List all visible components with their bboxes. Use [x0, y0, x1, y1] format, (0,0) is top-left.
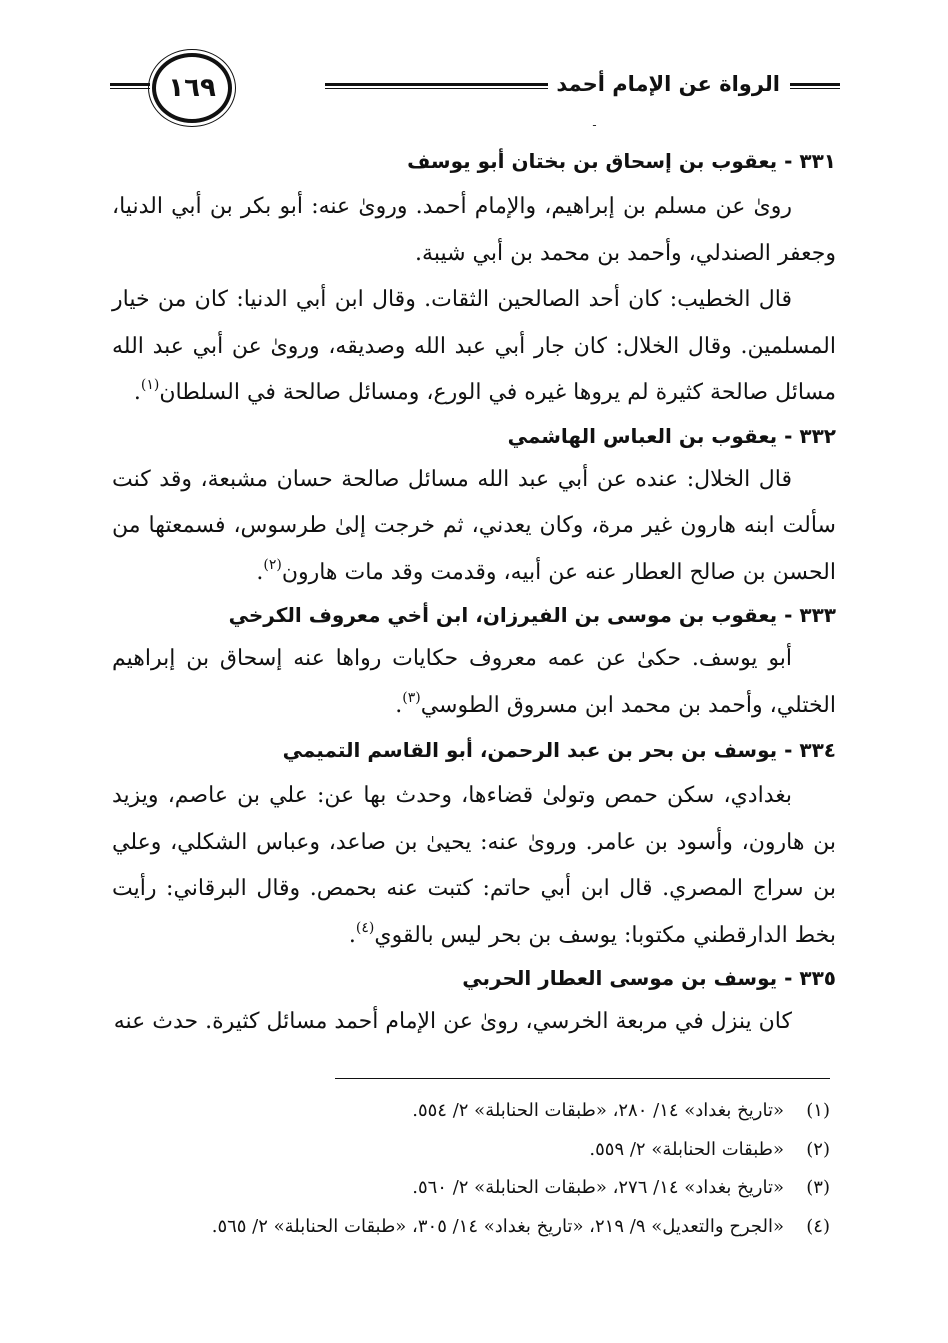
footnote-number: (١) — [806, 1100, 830, 1121]
header-rule-right — [790, 83, 840, 95]
running-title: الرواة عن الإمام أحمد — [548, 72, 788, 96]
entry-title-335: ٣٣٥ - يوسف بن موسى العطار الحربي — [462, 966, 836, 990]
paragraph-text: بغدادي، سكن حمص وتولىٰ قضاءها، وحدث بها عن: علي بن عاصم، ويزيد بن هارون، وأسود بن عامر. وروىٰ عنه: يحيىٰ بن صاعد، وعباس الشكلي، وعلي بن سراج المصري. قال ابن أبي حاتم: كتبت عنه بحمص. وقال البرقاني: رأيت بخط الدارقطني مكتوبا: يوسف بن بحر ليس بالقوي — [112, 783, 836, 948]
entry-paragraph: كان ينزل في مربعة الخرسي، روىٰ عن الإمام أحمد مسائل كثيرة. حدث عنه — [113, 1009, 792, 1034]
entry-paragraph: قال الخلال: عنده عن أبي عبد الله مسائل صالحة حسان مشبعة، وقد كنت سألت ابنه هارون غير مرة، وكان يعدني، ثم خرجت إلىٰ طرسوس، فسمعتها من الحسن بن صالح العطار عنه عن أبيه، وقدمت وقد مات هارون$^{(٢)}$. — [112, 466, 836, 585]
footnote-item — [110, 1208, 830, 1247]
footnote-ref[interactable]: (٣) — [402, 689, 421, 706]
footnote-number: (٤) — [806, 1215, 830, 1237]
entry-paragraph: رویٰ عن مسلم بن إبراهيم، والإمام أحمد. وروىٰ عنه: أبو بكر بن أبي الدنيا، وجعفر الصندلي، وأحمد بن محمد بن أبي شيبة. — [112, 194, 836, 266]
entry-paragraph: أبو يوسف. حكىٰ عن عمه معروف حكايات رواها عنه إسحاق بن إبراهيم الختلي، وأحمد بن محمد ابن مسروق الطوسي$^{(٣)}$. — [112, 646, 836, 718]
entry-title-331: ٣٣١ - يعقوب بن إسحاق بن بختان أبو يوسف — [407, 149, 836, 173]
footnote-number: (٣) — [806, 1177, 830, 1198]
paragraph-text: قال الخلال: عنده عن أبي عبد الله مسائل صالحة حسان مشبعة، وقد كنت سألت ابنه هارون غير مرة، وكان يعدني، ثم خرجت إلىٰ طرسوس، فسمعتها من الحسن بن صالح العطار عنه عن أبيه، وقدمت وقد مات هارون — [112, 466, 836, 585]
footnotes — [110, 1092, 830, 1246]
paragraph-text: قال الخطيب: كان أحد الصالحين الثقات. وقال ابن أبي الدنيا: كان من خيار المسلمين. وقال الخلال: كان جار أبي عبد الله وصديقه، وروىٰ عن أبي عبد الله مسائل صالحة كثيرة لم يروها غيره في الورع، ومسائل صالحة في السلطان — [112, 287, 836, 405]
footnote-separator — [335, 1078, 830, 1079]
header-rule-left — [110, 83, 150, 95]
entry-title-333: ٣٣٣ - يعقوب بن موسى بن الفيرزان، ابن أخي معروف الكرخي — [228, 603, 836, 627]
footnote-item — [110, 1169, 830, 1208]
footnote-text: «طبقات الحنابلة» ٢/ ٥٥٩. — [589, 1138, 784, 1160]
footnote-ref[interactable]: (١) — [140, 377, 160, 393]
footnote-number: (٢) — [806, 1138, 830, 1160]
footnote-text: «تاريخ بغداد» ١٤/ ٢٨٠، «طبقات الحنابلة» ٢/ ٥٥٤. — [412, 1100, 784, 1121]
footnote-text: «تاريخ بغداد» ١٤/ ٢٧٦، «طبقات الحنابلة» ٢/ ٥٦٠. — [412, 1177, 784, 1198]
page-header — [110, 50, 840, 130]
page-number: ١٦٩ — [152, 53, 232, 123]
entry-paragraph: بغدادي، سكن حمص وتولىٰ قضاءها، وحدث بها عن: علي بن عاصم، ويزيد بن هارون، وأسود بن عامر. وروىٰ عنه: يحيىٰ بن صاعد، وعباس الشكلي، وعلي بن سراج المصري. قال ابن أبي حاتم: كتبت عنه بحمص. وقال البرقاني: رأيت بخط الدارقطني مكتوبا: يوسف بن بحر ليس بالقوي$^{(٤)}$. — [112, 783, 836, 948]
stray-mark: ـ — [593, 118, 596, 129]
footnote-text: «الجرح والتعديل» ٩/ ٢١٩، «تاريخ بغداد» ١٤/ ٣٠٥، «طبقات الحنابلة» ٢/ ٥٦٥. — [211, 1215, 784, 1237]
footnote-ref[interactable]: (٤) — [355, 919, 375, 936]
entry-title-334: ٣٣٤ - يوسف بن بحر بن عبد الرحمن، أبو القاسم التميمي — [282, 738, 836, 762]
entry-paragraph: قال الخطيب: كان أحد الصالحين الثقات. وقال ابن أبي الدنيا: كان من خيار المسلمين. وقال الخلال: كان جار أبي عبد الله وصديقه، وروىٰ عن أبي عبد الله مسائل صالحة كثيرة لم يروها غيره في الورع، ومسائل صالحة في السلطان$^{(١)}$. — [112, 287, 836, 405]
entry-title-332: ٣٣٢ - يعقوب بن العباس الهاشمي — [507, 423, 836, 448]
footnote-item — [110, 1131, 830, 1170]
paragraph-text: أبو يوسف. حكىٰ عن عمه معروف حكايات رواها عنه إسحاق بن إبراهيم الختلي، وأحمد بن محمد ابن مسروق الطوسي — [112, 646, 836, 718]
footnote-item — [110, 1092, 830, 1131]
main-content — [112, 140, 836, 1046]
footnote-ref[interactable]: (٢) — [263, 556, 282, 573]
